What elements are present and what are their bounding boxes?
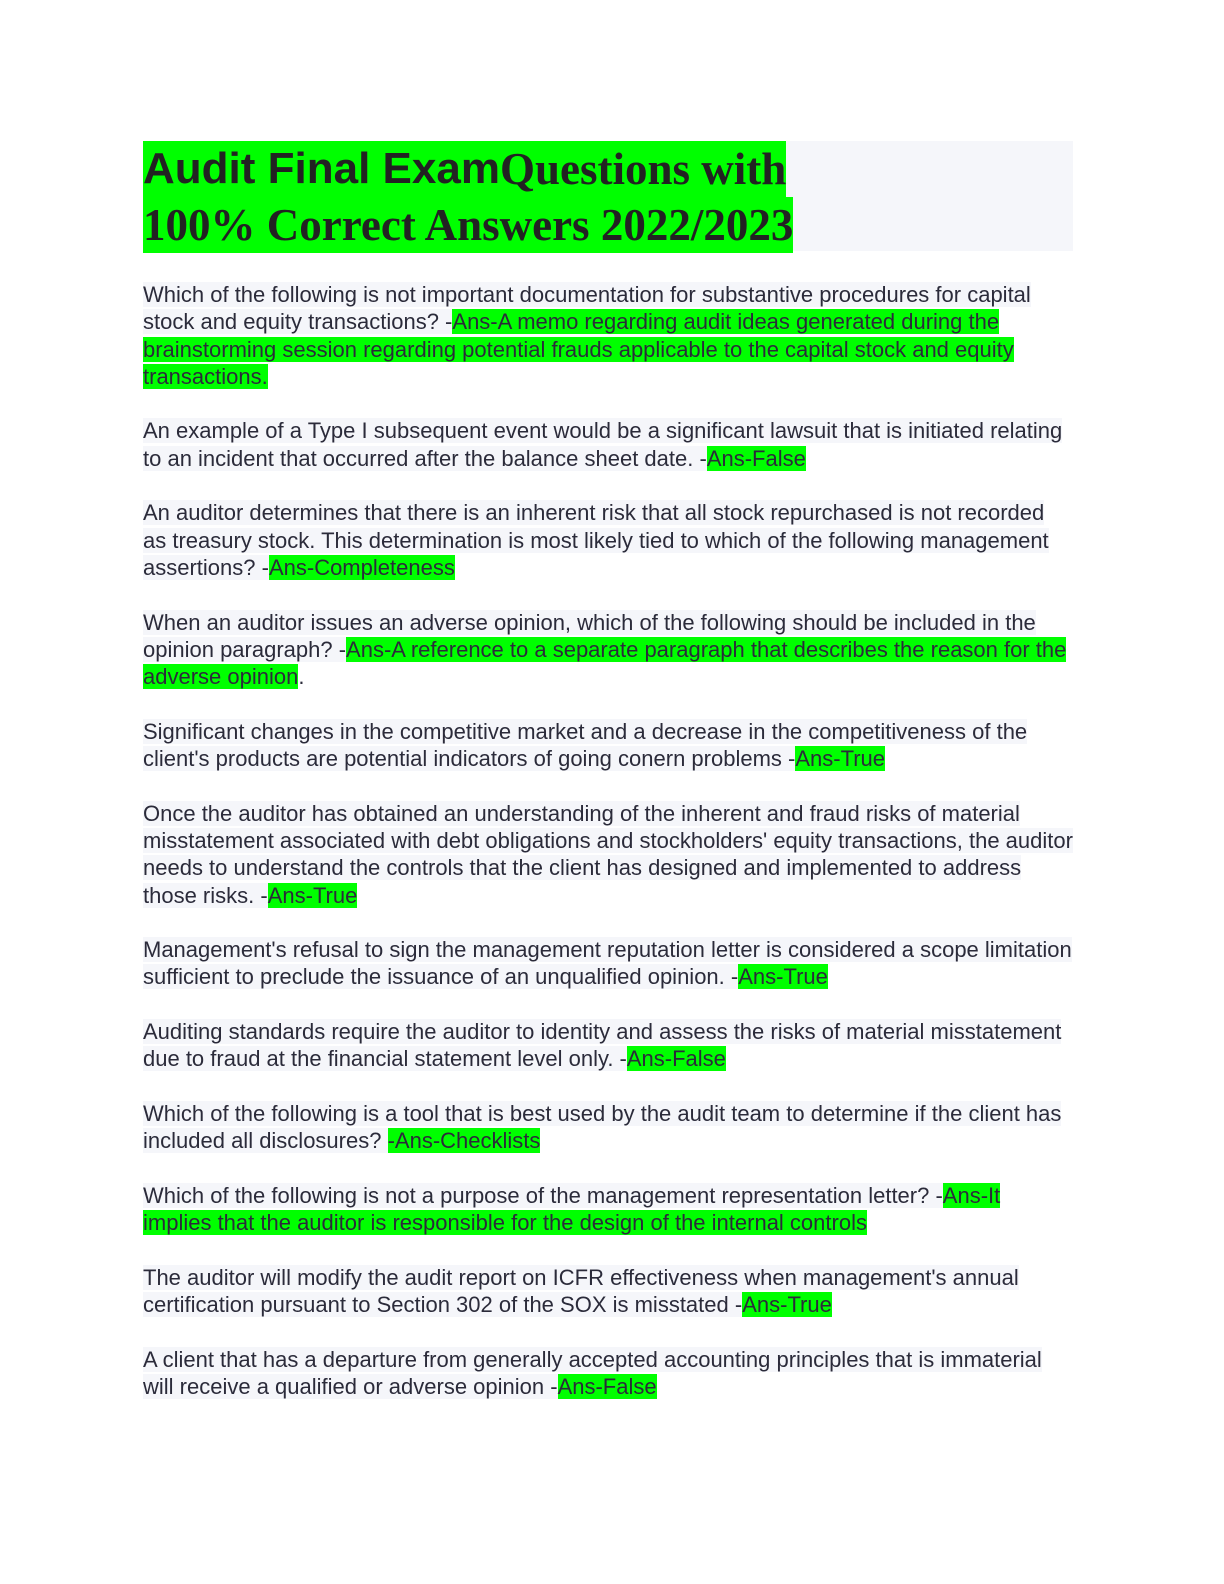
answer-highlight: Ans-False (626, 1046, 726, 1072)
answer-highlight: Ans-A reference to a separate paragraph that describes the reason for the adverse opinion (143, 636, 1067, 690)
question-text: An example of a Type I subsequent event would be a significant lawsuit that is initiated relating to an incident that occurred after the balance sheet date. - (143, 418, 1063, 471)
answer-highlight: Ans-False (706, 445, 806, 471)
question-text: Which of the following is not important documentation for substantive procedures for capital stock and equity transactions? - (143, 282, 1031, 335)
title-serif-line-2: 100% Correct Answers 2022/2023 (143, 197, 793, 253)
qa-item (143, 499, 1073, 581)
qa-item (143, 609, 1073, 691)
title-serif-part: Questions with (500, 141, 786, 197)
qa-item (143, 1018, 1073, 1073)
qa-item (143, 281, 1073, 390)
answer-highlight: Ans-True (795, 746, 885, 772)
question-text: Which of the following is not a purpose of the management representation letter? - (143, 1182, 943, 1208)
answer-highlight: Ans-True (267, 882, 358, 908)
qa-item (143, 936, 1073, 991)
document-title (143, 141, 1073, 251)
title-line-1 (143, 141, 786, 197)
qa-item (143, 800, 1073, 909)
question-text: Once the auditor has obtained an understanding of the inherent and fraud risks of material misstatement associated with debt obligations and stockholders' equity transactions, the auditor needs to understand the controls that the client has designed and implemented to address those risks. - (143, 800, 1073, 908)
question-text: A client that has a departure from generally accepted accounting principles that is immaterial will receive a qualified or adverse opinion - (143, 1346, 1042, 1399)
qa-item (143, 718, 1073, 773)
document-page (143, 141, 1073, 1427)
answer-highlight: Ans-A memo regarding audit ideas generated during the brainstorming session regarding potential frauds applicable to the capital stock and equity transactions. (143, 309, 1014, 389)
title-sans-part: Audit Final Exam (143, 141, 500, 197)
question-text: When an auditor issues an adverse opinion, which of the following should be included in the opinion paragraph? - (143, 609, 1036, 662)
qa-item (143, 1100, 1073, 1155)
answer-highlight: Ans-True (738, 964, 828, 990)
answer-highlight: Ans-It implies that the auditor is responsible for the design of the internal controls (143, 1182, 1001, 1236)
qa-item (143, 1264, 1073, 1319)
answer-highlight: -Ans-Checklists (387, 1128, 541, 1154)
qa-item (143, 1182, 1073, 1237)
answer-highlight: Ans-Completeness (268, 554, 455, 580)
answer-highlight: Ans-True (742, 1291, 832, 1317)
qa-item (143, 1346, 1073, 1401)
question-list (143, 281, 1073, 1400)
question-text: An auditor determines that there is an inherent risk that all stock repurchased is not recorded as treasury stock. This determination is most likely tied to which of the following management assertions? - (143, 500, 1049, 580)
question-text: Management's refusal to sign the management reputation letter is considered a scope limitation sufficient to preclude the issuance of an unqualified opinion. - (143, 937, 1072, 990)
qa-item (143, 417, 1073, 472)
question-text: Auditing standards require the auditor to identity and assess the risks of material misstatement due to fraud at the financial statement level only. - (143, 1019, 1062, 1072)
question-text: Which of the following is a tool that is best used by the audit team to determine if the client has included all disclosures? (143, 1100, 1062, 1154)
answer-tail: . (298, 664, 305, 690)
answer-highlight: Ans-False (557, 1373, 657, 1399)
title-line-2 (143, 197, 793, 253)
question-text: The auditor will modify the audit report on ICFR effectiveness when management's annual certification pursuant to Section 302 of the SOX is misstated - (143, 1264, 1019, 1317)
question-text: Significant changes in the competitive market and a decrease in the competitiveness of the client's products are potential indicators of going conern problems - (143, 718, 1028, 772)
